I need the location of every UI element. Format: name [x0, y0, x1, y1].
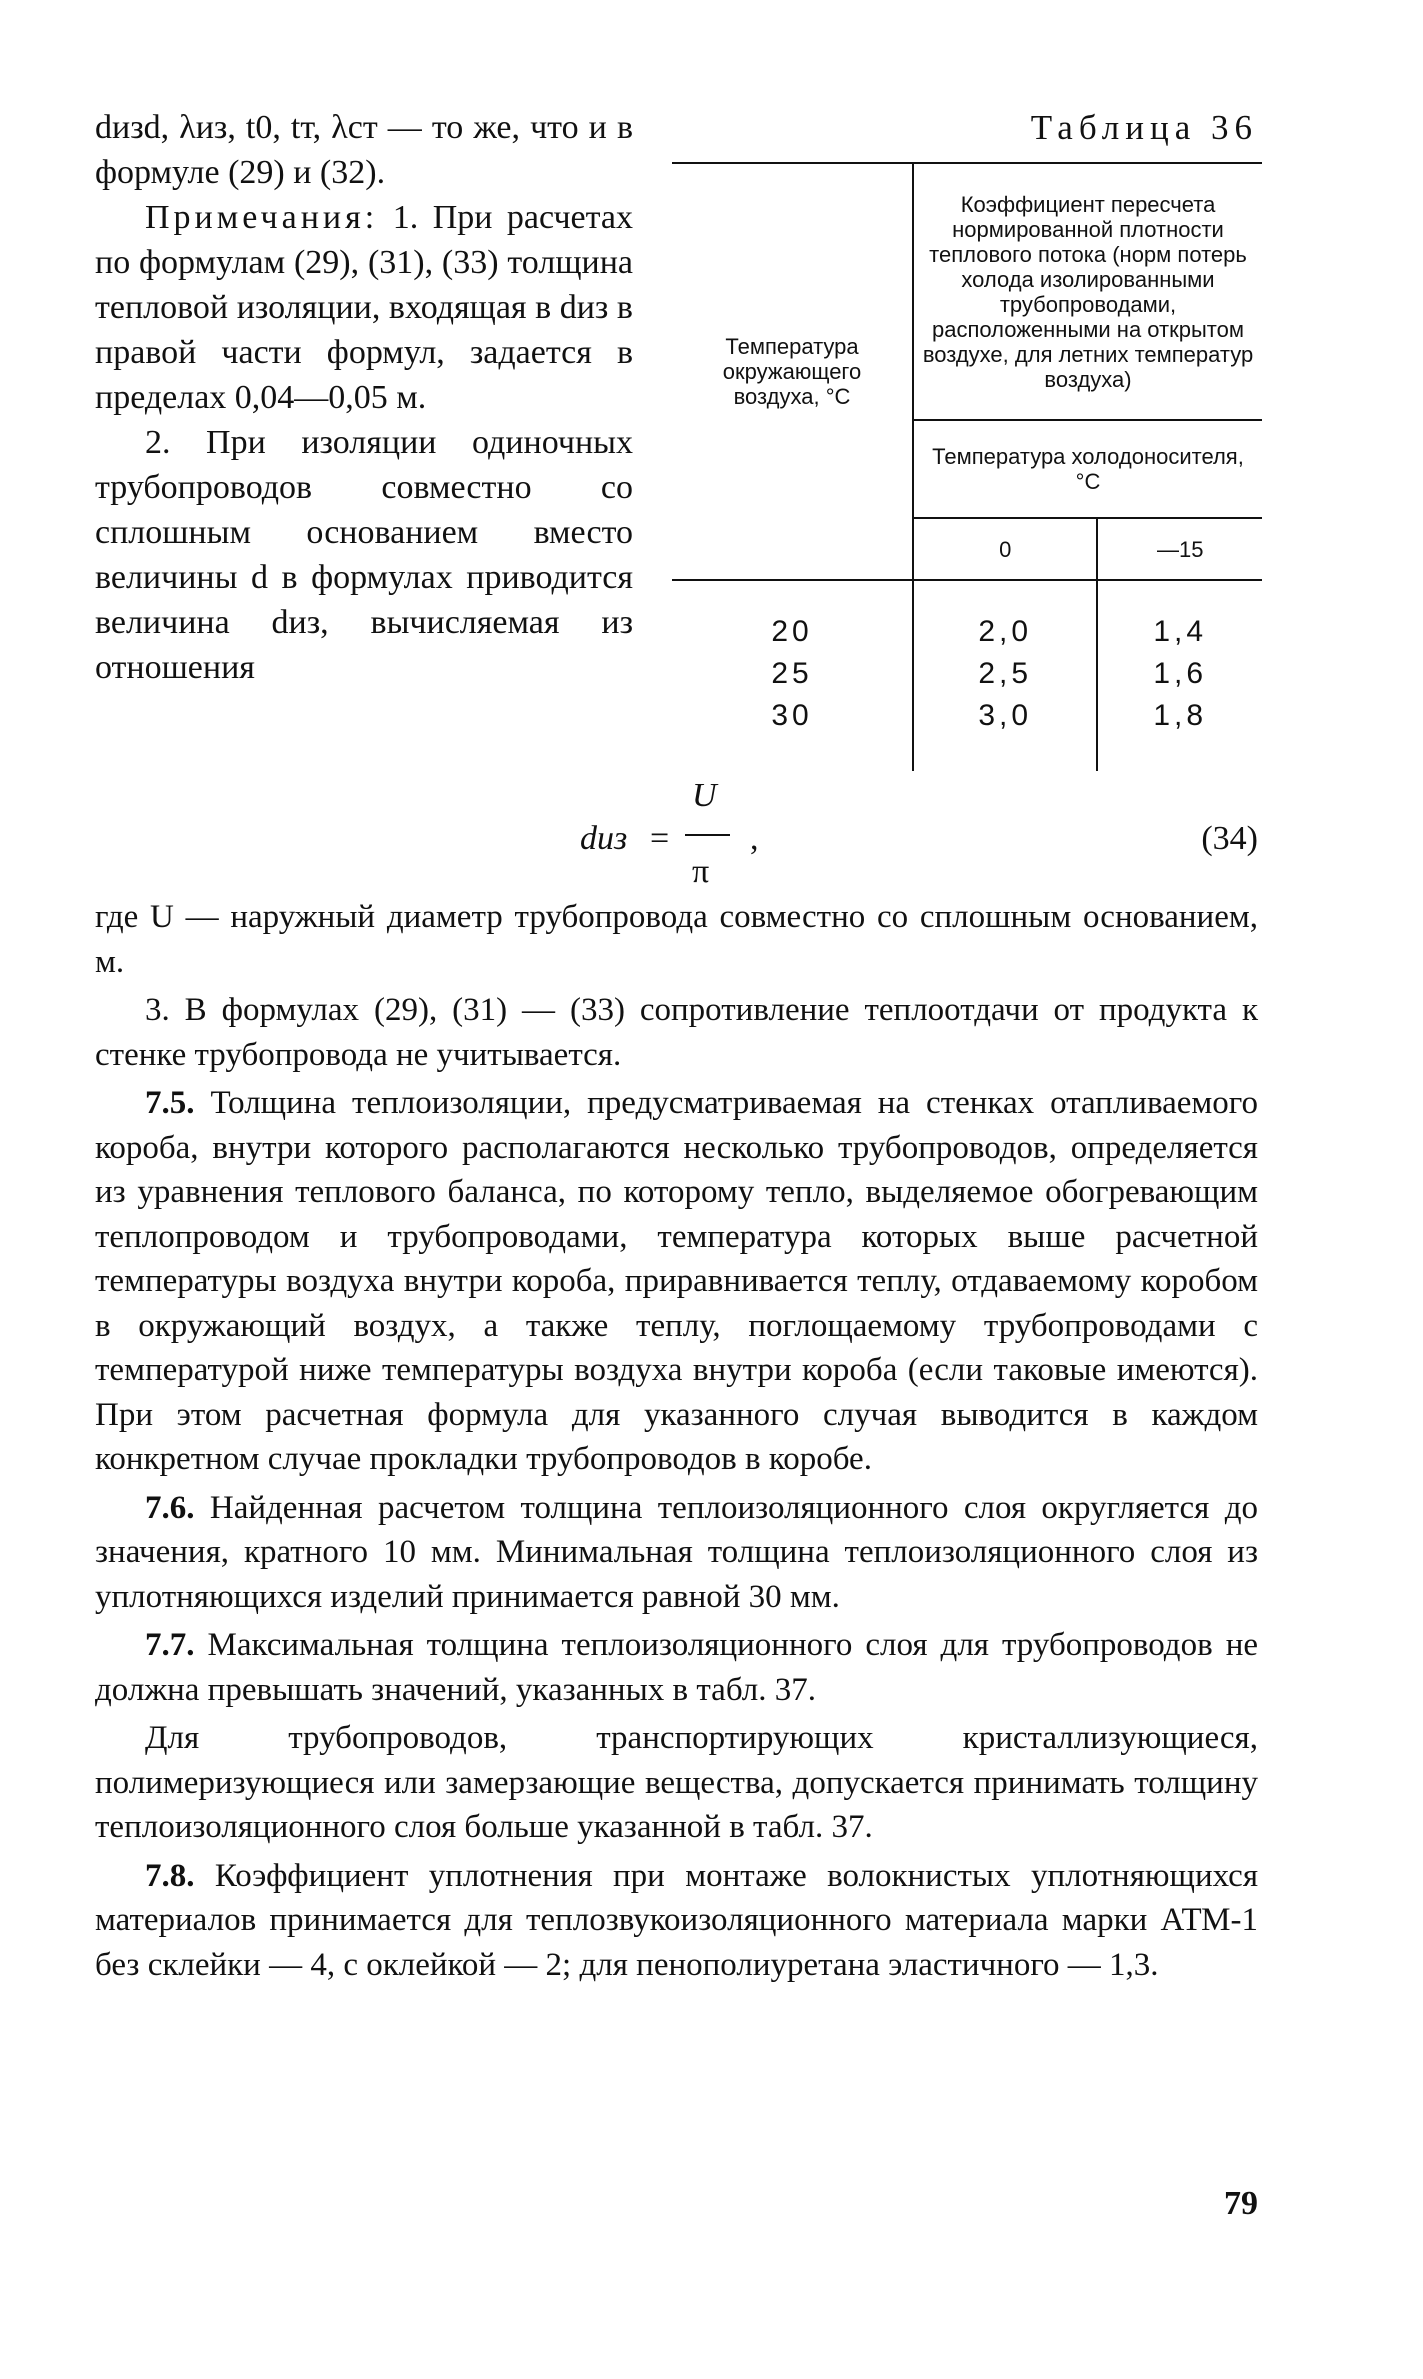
- notes-heading: Примечания:: [145, 199, 379, 236]
- formula-equals: =: [650, 820, 670, 857]
- note-1-text: 1. При расчетах по формулам (29), (31), (33) толщина тепловой изоляции, входящая в dиз в правой части формул, задается в пределах 0,04—0,05 м.: [95, 199, 633, 416]
- clause-7-8-number: 7.8.: [145, 1857, 195, 1894]
- paragraph-7-7-b: Для трубопроводов, транспортирующих кристаллизующиеся, полимеризующиеся или замерзающие вещества, допускается принимать толщину теплоизоляционного слоя больше указанной в табл. 37.: [95, 1720, 1258, 1845]
- row-25-v15: 1,6: [1153, 657, 1208, 690]
- left-column-text: [95, 105, 633, 690]
- clause-7-5-text: Толщина теплоизоляции, предусматриваемая на стенках отапливаемого короба, внутри которого располагаются несколько трубопроводов, определяется из уравнения теплового баланса, по которому тепло, выделяемое обогревающим теплопроводом и трубопроводами, температура которых выше расчетной температуры воздуха внутри короба, приравнивается теплу, отдаваемому коробом в окружающий воздух, а также теплу, поглощаемому трубопроводами с температурой ниже температуры воздуха внутри короба (если таковые имеются). При этом расчетная формула для указанного случая выводится в каждом конкретном случае прокладки трубопроводов в коробе.: [95, 1085, 1258, 1477]
- clause-7-7-text: Максимальная толщина теплоизоляционного слоя для трубопроводов не должна превышать значений, указанных в табл. 37.: [95, 1627, 1258, 1708]
- page-number: 79: [1224, 2185, 1258, 2222]
- row-20-v0: 2,0: [978, 615, 1033, 648]
- clause-7-8-text: Коэффициент уплотнения при монтаже волокнистых уплотняющихся материалов принимается для теплозвукоизоляционного материала марки АТМ-1 без склейки — 4, с оклейкой — 2; для пенополиуретана эластичного — 1,3.: [95, 1857, 1258, 1983]
- note-2: 2. При изоляции одиночных трубопроводов совместно со сплошным основанием вместо величины d в формулах приводится величина dиз, вычисляемая из отношения: [95, 424, 633, 686]
- clause-7-5-number: 7.5.: [145, 1085, 195, 1121]
- paragraph-7-5: [95, 1081, 1258, 1482]
- table-36: [672, 162, 1262, 771]
- variables-line: dизd, λиз, t0, tт, λст — то же, что и в формуле (29) и (32).: [95, 109, 633, 191]
- table-caption: Таблица 36: [1030, 108, 1258, 147]
- note-1: [95, 195, 633, 420]
- header-coefficient: Коэффициент пересчета нормированной плотности теплового потока (норм потерь холода изолированными трубопроводами, расположенными на открытом воздухе, для летних температур воздуха): [913, 163, 1262, 420]
- formula-34: [580, 775, 840, 895]
- clause-7-7-number: 7.7.: [145, 1627, 195, 1663]
- row-25-air: 25: [771, 657, 813, 690]
- row-30-v0: 3,0: [978, 699, 1033, 732]
- formula-denominator: π: [692, 853, 710, 890]
- fraction-bar: [685, 834, 730, 836]
- formula-numerator: U: [692, 777, 717, 814]
- row-20-air: 20: [771, 615, 813, 648]
- row-30-v15: 1,8: [1153, 699, 1208, 732]
- where-u-paragraph: где U — наружный диаметр трубопровода совместно со сплошным основанием, м.: [95, 899, 1258, 980]
- formula-lhs: dиз: [580, 820, 628, 857]
- paragraph-7-7: [95, 1623, 1258, 1712]
- row-30-air: 30: [771, 699, 813, 732]
- clause-7-6-text: Найденная расчетом толщина теплоизоляционного слоя округляется до значения, кратного 10 мм. Минимальная толщина теплоизоляционного слоя из уплотняющихся изделий принимается равной 30 мм.: [95, 1489, 1258, 1615]
- paragraph-7-6: [95, 1486, 1258, 1620]
- clause-7-6-number: 7.6.: [145, 1489, 195, 1526]
- coef-15-values: [1097, 580, 1262, 771]
- note-3: 3. В формулах (29), (31) — (33) сопротивление теплоотдачи от продукта к стенке трубопровода не учитывается.: [95, 992, 1258, 1073]
- subcol-minus15: —15: [1097, 518, 1262, 580]
- air-temp-values: [672, 580, 913, 771]
- header-coolant-temperature: Температура холодоносителя, °С: [913, 420, 1262, 518]
- row-20-v15: 1,4: [1153, 615, 1208, 648]
- header-air-temperature: Температура окружающего воздуха, °С: [672, 163, 913, 580]
- row-25-v0: 2,5: [978, 657, 1033, 690]
- coef-0-values: [913, 580, 1097, 771]
- main-text: [95, 895, 1258, 1987]
- formula-number: (34): [1201, 820, 1258, 857]
- formula-comma: ,: [750, 820, 759, 857]
- subcol-0: 0: [913, 518, 1097, 580]
- paragraph-7-8: [95, 1854, 1258, 1988]
